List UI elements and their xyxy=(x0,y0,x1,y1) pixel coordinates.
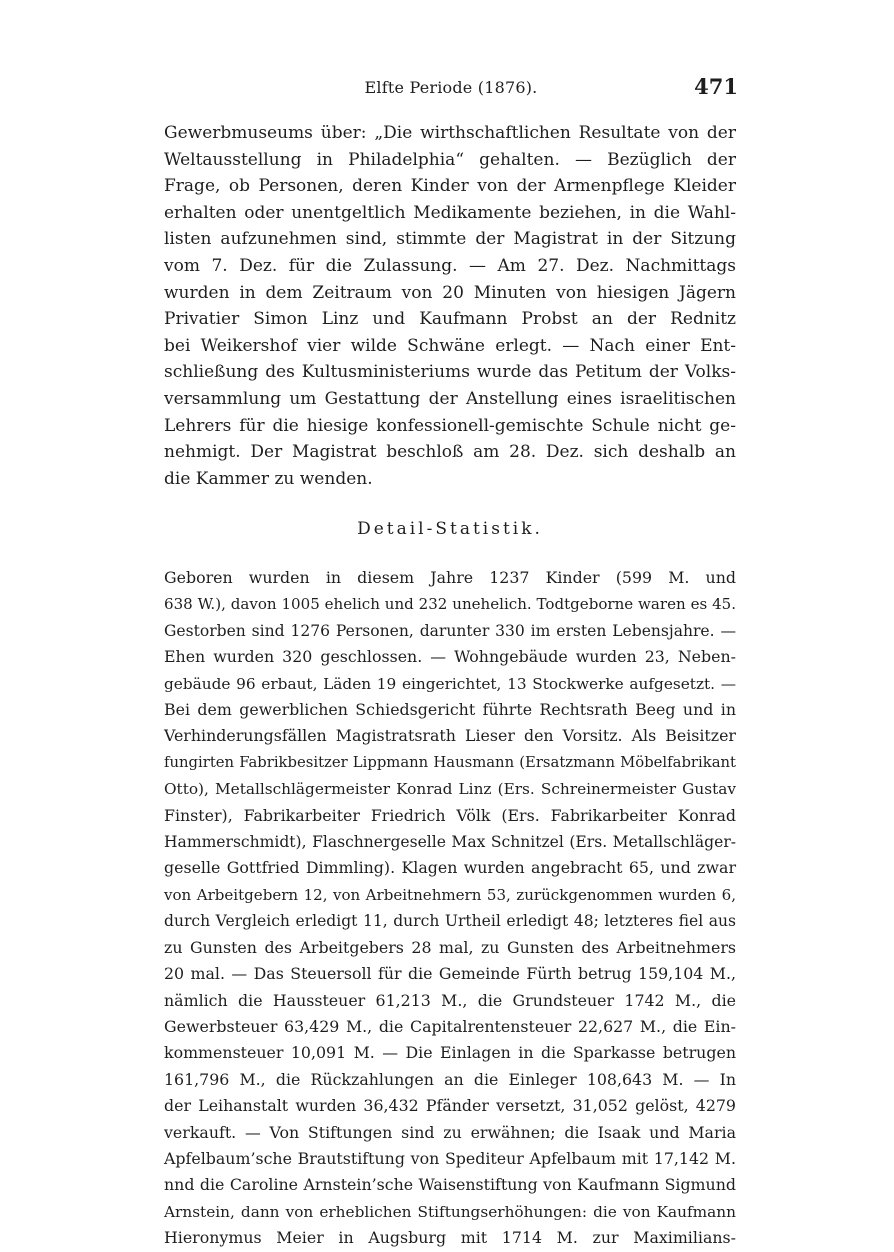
text-line: Bei dem gewerblichen Schiedsgericht führte Rechtsrath Beeg und in xyxy=(164,700,736,720)
text-line: 638 W.), davon 1005 ehelich und 232 unehelich. Todtgeborne waren es 45. xyxy=(164,595,736,614)
text-line: Verhinderungsfällen Magistratsrath Lieser den Vorsitz. Als Beisitzer xyxy=(164,726,736,746)
text-line: verkauft. — Von Stiftungen sind zu erwähnen; die Isaak und Maria xyxy=(164,1122,736,1142)
text-line: durch Vergleich erledigt 11, durch Urtheil erledigt 48; letzteres fiel aus xyxy=(164,912,736,931)
text-line: Gewerbsteuer 63,429 M., die Capitalrentensteuer 22,627 M., die Ein- xyxy=(164,1016,736,1036)
text-line: der Leihanstalt wurden 36,432 Pfänder versetzt, 31,052 gelöst, 4279 xyxy=(164,1096,736,1116)
text-line: Hammerschmidt), Flaschnergeselle Max Schnitzel (Ers. Metallschläger- xyxy=(164,833,736,852)
paragraph-chronicle xyxy=(164,120,736,492)
text-line: bei Weikershof vier wilde Schwäne erlegt. — Nach einer Ent- xyxy=(164,335,736,356)
text-line: Frage, ob Personen, deren Kinder von der Armenpflege Kleider xyxy=(164,176,736,197)
text-line: geselle Gottfried Dimmling). Klagen wurden angebracht 65, und zwar xyxy=(164,858,736,878)
text-line: Hieronymus Meier in Augsburg mit 1714 M. zur Maximilians- xyxy=(164,1228,736,1248)
text-line: Gewerbmuseums über: „Die wirthschaftlichen Resultate von der xyxy=(164,123,736,143)
text-line: Arnstein, dann von erheblichen Stiftungserhöhungen: die von Kaufmann xyxy=(164,1202,736,1221)
text-line: gebäude 96 erbaut, Läden 19 eingerichtet, 13 Stockwerke aufgesetzt. — xyxy=(164,674,736,693)
text-line: von Arbeitgebern 12, von Arbeitnehmern 53, zurückgenommen wurden 6, xyxy=(164,885,736,904)
text-line: 161,796 M., die Rückzahlungen an die Einleger 108,643 M. — In xyxy=(164,1069,736,1089)
text-line: nehmigt. Der Magistrat beschloß am 28. Dez. sich deshalb an xyxy=(164,442,736,463)
text-line: nnd die Caroline Arnstein’sche Waisenstiftung von Kaufmann Sigmund xyxy=(164,1175,736,1195)
section-heading: Detail-Statistik. xyxy=(357,519,543,539)
text-line: Apfelbaum’sche Brautstiftung von Spediteur Apfelbaum mit 17,142 M. xyxy=(164,1148,736,1168)
text-line: erhalten oder unentgeltlich Medikamente beziehen, in die Wahl- xyxy=(164,202,736,223)
text-line: versammlung um Gestattung der Anstellung eines israelitischen xyxy=(164,388,736,409)
page-number: 471 xyxy=(694,74,738,99)
text-line: Privatier Simon Linz und Kaufmann Probst an der Rednitz xyxy=(164,309,736,330)
text-line: Geboren wurden in diesem Jahre 1237 Kinder (599 M. und xyxy=(164,568,736,587)
text-line: 20 mal. — Das Steuersoll für die Gemeinde Fürth betrug 159,104 M., xyxy=(164,964,736,984)
text-line: wurden in dem Zeitraum von 20 Minuten von hiesigen Jägern xyxy=(164,282,736,303)
text-line: vom 7. Dez. für die Zulassung. — Am 27. Dez. Nachmittags xyxy=(164,255,736,276)
text-line: die Kammer zu wenden. xyxy=(164,468,373,489)
text-line: zu Gunsten des Arbeitgebers 28 mal, zu Gunsten des Arbeitnehmers xyxy=(164,937,736,957)
running-title: Elfte Periode (1876). xyxy=(364,78,538,97)
text-line: listen aufzunehmen sind, stimmte der Magistrat in der Sitzung xyxy=(164,229,736,250)
text-line: Finster), Fabrikarbeiter Friedrich Völk (Ers. Fabrikarbeiter Konrad xyxy=(164,805,736,825)
text-line: schließung des Kultusministeriums wurde das Petitum der Volks- xyxy=(164,362,736,383)
text-line: Ehen wurden 320 geschlossen. — Wohngebäude wurden 23, Neben- xyxy=(164,647,736,667)
text-line: Lehrers für die hiesige konfessionell-gemischte Schule nicht ge- xyxy=(164,415,736,436)
text-line: Weltausstellung in Philadelphia“ gehalten. — Bezüglich der xyxy=(164,149,736,170)
paragraph-statistics xyxy=(164,565,736,1252)
page-header xyxy=(164,74,738,104)
text-line: Otto), Metallschlägermeister Konrad Linz (Ers. Schreinermeister Gustav xyxy=(164,780,736,799)
text-line: nämlich die Haussteuer 61,213 M., die Grundsteuer 1742 M., die xyxy=(164,990,736,1010)
text-line: kommensteuer 10,091 M. — Die Einlagen in die Sparkasse betrugen xyxy=(164,1043,736,1063)
text-line: Gestorben sind 1276 Personen, darunter 330 im ersten Lebensjahre. — xyxy=(164,621,736,640)
text-line: fungirten Fabrikbesitzer Lippmann Hausmann (Ersatzmann Möbelfabrikant xyxy=(164,753,736,771)
